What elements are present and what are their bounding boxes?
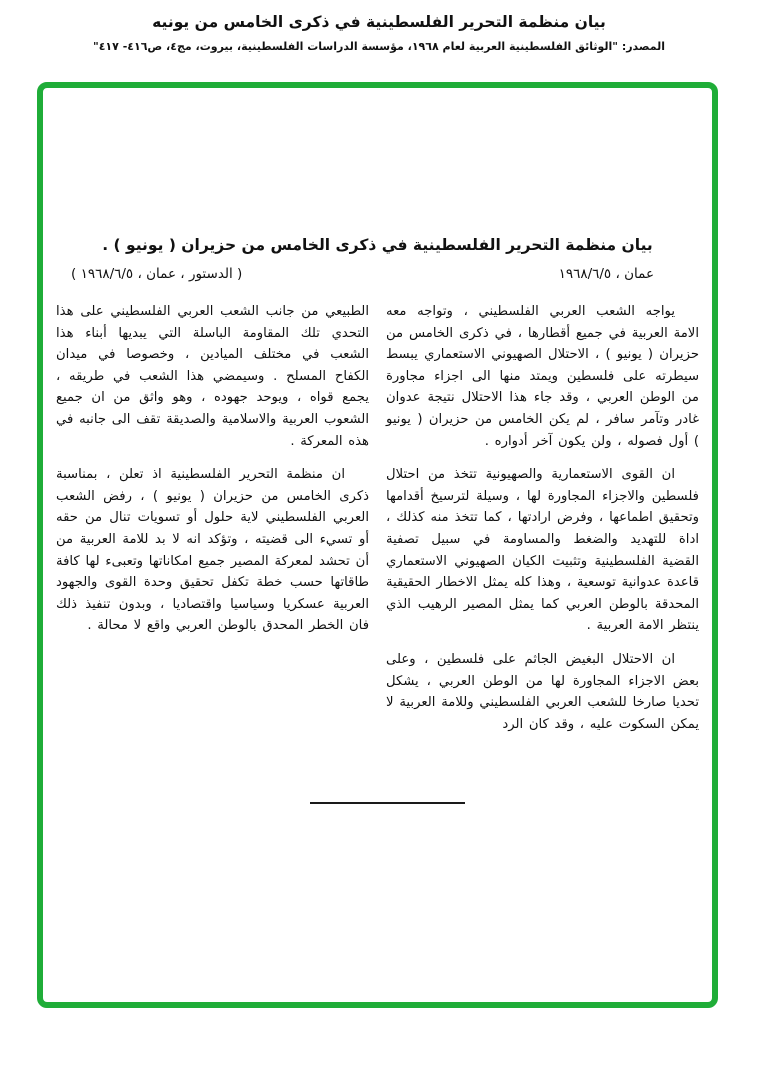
- end-rule: [310, 802, 465, 804]
- paragraph: ان القوى الاستعمارية والصهيونية تتخذ من احتلال فلسطين والاجزاء المجاورة لها ، وسيلة لترسيخ أقدامها وتحقيق اطماعها ، وفرض ارادتها ، كما تتخذ منه كذلك ، اداة للتهديد والضغط والمساومة في سبيل تصفية القضية الفلسطينية وتثبيت الكيان الصهيوني الاستعماري قاعدة عدوانية توسعية ، وهذا كله يمثل الاخطار الحقيقية المحدقة بالوطن العربي كما يمثل المصير الرهيب الذي ينتظر الامة العربية .: [386, 467, 699, 634]
- page-header: [0, 0, 758, 53]
- dateline-place-date: عمان ، ١٩٦٨/٦/٥: [558, 266, 654, 282]
- paragraph: ان الاحتلال البغيض الجاثم على فلسطين ، وعلى بعض الاجزاء المجاورة لها من الوطن العربي ، يشكل تحديا صارخا للشعب العربي الفلسطيني وللامة العربية لا يمكن السكوت عليه ، وقد كان الرد: [386, 651, 699, 732]
- dateline-row: [43, 266, 712, 282]
- source-citation: المصدر: "الوثائق الفلسطينية العربية لعام ١٩٦٨، مؤسسة الدراسات الفلسطينية، بيروت، مج٤، ص٤١٦- ٤١٧": [92, 40, 666, 53]
- document-title: بيان منظمة التحرير الفلسطينية في ذكرى الخامس من حزيران ( يونيو ) .: [102, 236, 653, 254]
- paragraph: ان منظمة التحرير الفلسطينية اذ تعلن ، بمناسبة ذكرى الخامس من حزيران ( يونيو ) ، رفض الشعب العربي الفلسطيني لاية حلول أو تسويات تنال من حقه أو تسيء الى قضيته ، وتؤكد انه لا بد للامة العربية من أن تحشد لمعركة المصير جميع امكاناتها وتعبىء لها كافة طاقاتها حسب خطة تكفل تحقيق وحدة القوى والجهود العربية عسكريا وسياسيا واقتصاديا ، وبدون تنفيذ ذلك فان الخطر المحدق بالوطن العربي واقع لا محالة .: [56, 467, 369, 634]
- document-frame: [37, 82, 718, 1008]
- page-title: بيان منظمة التحرير الفلسطينية في ذكرى الخامس من يونيه: [152, 13, 606, 31]
- paragraph: يواجه الشعب العربي الفلسطيني ، وتواجه معه الامة العربية في جميع أقطارها ، في ذكرى الخامس من حزيران ( يونيو ) ، الاحتلال الصهيوني الاستعماري يبسط سيطرته على فلسطين ويمتد منها الى اجزاء مجاورة من الوطن العربي ، وقد جاء هذا الاحتلال نتيجة عدوان غادر وتآمر سافر ، لم يكن الخامس من حزيران ( يونيو ) أول فصوله ، ولن يكون آخر أدواره .: [386, 304, 699, 449]
- paragraph: الطبيعي من جانب الشعب العربي الفلسطيني على هذا التحدي تلك المقاومة الباسلة التي يبديها أبناء هذا الشعب في مختلف الميادين ، وخصوصا في ميدان الكفاح المسلح . وسيمضي هذا الشعب في طريقه ، يجمع قواه ، ويوحد جهوده ، وهو واثق من ان جميع الشعوب العربية والاسلامية والصديقة تقف الى جانبه في هذه المعركة .: [56, 304, 369, 449]
- document-body: [43, 301, 712, 747]
- dateline-newspaper-ref: ( الدستور ، عمان ، ١٩٦٨/٦/٥ ): [71, 266, 243, 282]
- column-left: [56, 301, 369, 747]
- column-right: [386, 301, 699, 747]
